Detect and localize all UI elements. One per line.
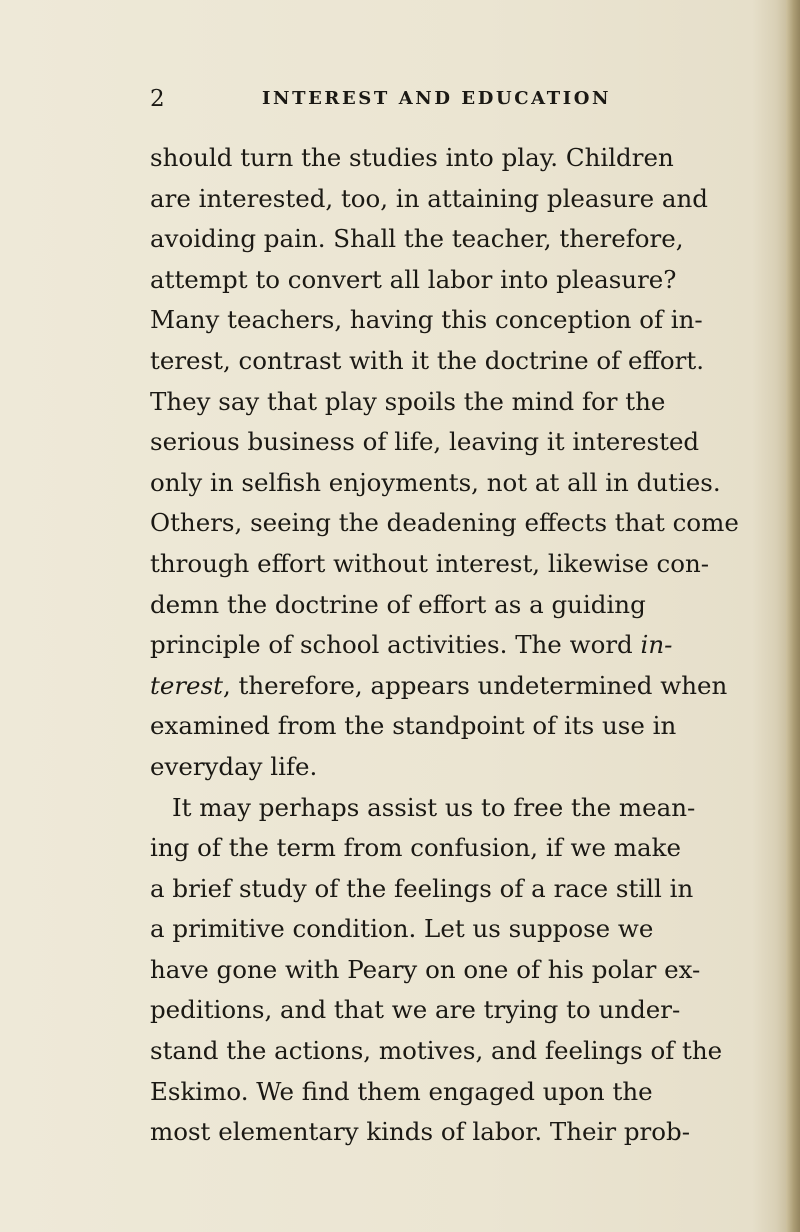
text-line: It may perhaps assist us to free the mean- [172,792,696,822]
text-line: through effort without interest, likewise con- [150,548,710,578]
text-line: should turn the studies into play. Children [150,143,674,172]
paragraph-2 [150,788,790,1153]
text-fragment: , therefore, appears undetermined when [222,670,728,700]
text-fragment: principle of school activities. The word [150,630,641,660]
text-line: peditions, and that we are trying to under- [150,995,681,1025]
text-line: have gone with Peary on one of his polar ex- [150,954,701,984]
text-line: are interested, too, in attaining pleasure and [150,183,708,213]
text-line [150,666,790,707]
text-line: terest, contrast with it the doctrine of effort. [150,345,704,375]
text-line: Others, seeing the deadening effects that come [150,508,739,538]
italic-word: in- [640,630,673,660]
text-line: demn the doctrine of effort as a guiding [150,589,646,619]
text-line: everyday life. [150,751,318,781]
text-line: only in selfish enjoyments, not at all in duties. [150,467,721,497]
text-line: most elementary kinds of labor. Their prob- [150,1117,690,1147]
text-line: a brief study of the feelings of a race still in [150,873,694,903]
text-line: stand the actions, motives, and feelings of the [150,1036,723,1066]
text-line [150,625,790,666]
text-line: They say that play spoils the mind for the [150,386,666,416]
text-line: serious business of life, leaving it interested [150,427,700,457]
paragraph-1 [150,138,790,788]
body-text [150,138,790,1153]
italic-word: terest [150,670,223,700]
text-line: a primitive condition. Let us suppose we [150,914,654,944]
text-line: Many teachers, having this conception of in- [150,305,703,335]
text-line: Eskimo. We find them engaged upon the [150,1076,653,1106]
running-head [0,86,800,126]
running-title: INTEREST AND EDUCATION [262,88,612,109]
text-line: examined from the standpoint of its use in [150,711,677,741]
page-number: 2 [150,86,166,112]
text-line: avoiding pain. Shall the teacher, therefore, [150,224,684,254]
text-line: attempt to convert all labor into pleasure? [150,264,677,294]
text-line: ing of the term from confusion, if we make [150,833,681,863]
